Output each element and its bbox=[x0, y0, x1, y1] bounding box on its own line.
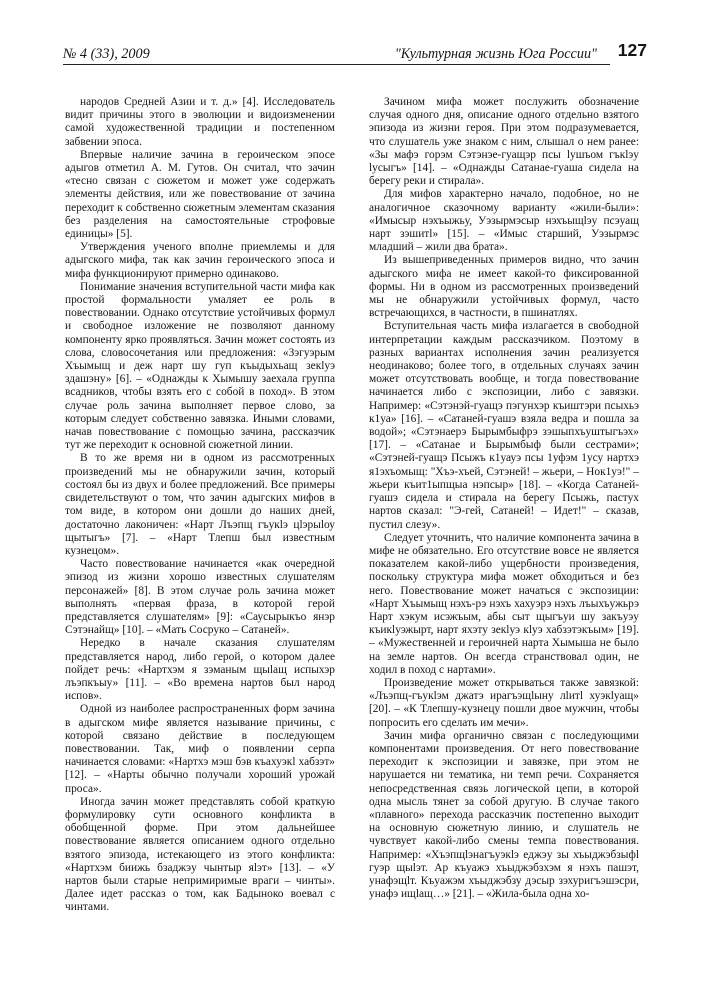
page-header bbox=[63, 40, 647, 70]
paragraph: Зачином мифа может послужить обозначение случая одного дня, описание одного отдельно взятого эпизода из жизни героя. При этом подразумевается, что слушатель уже знаком с ним, слышал о нем ранее: «Зы мафэ горэм Сэтэнэе-гуащэр псы lушъом гъкlэу lусыгъ» [14]. – «Однажды Сатанае-гуаша сидела на берегу реки и стирала». bbox=[369, 96, 639, 188]
page-number: 127 bbox=[617, 40, 647, 60]
paragraph: Утверждения ученого вполне приемлемы и для адыгского мифа, так как зачин героического эпоса и мифа функционируют примерно одинаково. bbox=[65, 241, 335, 280]
paragraph: Следует уточнить, что наличие компонента зачина в мифе не обязательно. Его отсутствие вовсе не является показателем какой-либо ущербности произведения, поскольку структура мифа может обходиться и без него. Повествование может начаться с экспозиции: «Нарт Хъымыщ нэхъ-рэ нэхъ хахуэрэ нэхъ лъыхъужьрэ Нарт хэкум исэжъым, абы сыт щыгъуи шу закъуэу къикlуэжырт, нарт яхэту зекlуэ кlуэ хабзэтэкъым» [19]. – «Мужественней и героичней нарта Хымыша не было на земле нартов. Он всегда странствовал один, не ходил в поход с нартами». bbox=[369, 531, 639, 676]
paragraph: В то же время ни в одном из рассмотренных произведений мы не обнаружили зачин, который состоял бы из двух и более предложений. Все примеры свидетельствуют о том, что зачин адыгских мифов в том виде, в котором они дошли до наших дней, достаточно лаконичен: «Нарт Лъэпщ гъукlэ цlэрыlоу щытыгъ» [7]. – «Нарт Тлепш был известным кузнецом». bbox=[65, 452, 335, 557]
paragraph: Одной из наиболее распространенных форм зачина в адыгском мифе является называние причины, с которой связано действие в последующем повествовании. Так, миф о появлении серпа начинается словами: «Нартхэ мэш бэв къахуэкl хабзэт» [12]. – «Нарты обычно получали хороший урожай проса». bbox=[65, 703, 335, 795]
paragraph: Для мифов характерно начало, подобное, но не аналогичное сказочному варианту «жили-были»: «Имысыр нэхъыжьу, Уэзырмэсыр нэхъыщlэу псэуащ нарт зэшитl» [15]. – «Имыс старший, Уэзырмэс младший – жили два брата». bbox=[369, 188, 639, 254]
paragraph: Иногда зачин может представлять собой краткую формулировку сути основного конфликта в обобщенной форме. При этом дальнейшее повествование является описанием одного отдельно взятого эпизода, истекающего из этого конфликта: «Нартхэм биижь бзаджэу чынтыр яlэт» [13]. – «У нартов были старые непримиримые враги – чинты». Далее идет рассказ о том, как Бадыноко воевал с чинтами. bbox=[65, 795, 335, 914]
right-column bbox=[369, 96, 639, 901]
issue-label: № 4 (33), 2009 bbox=[63, 46, 150, 62]
paragraph: Часто повествование начинается «как очередной эпизод из жизни хорошо известных слушателям персонажей» [8]. В этом случае роль зачина может выполнять «первая фраза, в которой герой представляется слушателям» [9]: «Саусырыкъо янэр Сэтэнайщ» [10]. – «Мать Сосруко – Сатаней». bbox=[65, 558, 335, 637]
header-rule bbox=[63, 64, 610, 65]
paragraph: народов Средней Азии и т. д.» [4]. Исследователь видит причины этого в эволюции и видоизменении самой художественной традиции и постепенном забвении эпоса. bbox=[65, 96, 335, 148]
paragraph: Впервые наличие зачина в героическом эпосе адыгов отметил А. М. Гутов. Он считал, что зачин «тесно связан с сюжетом и может уже содержать элементы действия, или же повествование от зачина переходит к собственно сюжетным элементам сказания без разделения на самостоятельные строфовые единицы» [5]. bbox=[65, 148, 335, 241]
paragraph: Нередко в начале сказания слушателям представляется народ, либо герой, о котором далее пойдет речь: «Нартхэм я зэманым щыlащ испыхэр лъэпкъыу» [11]. – «Во времена нартов был народ испов». bbox=[65, 637, 335, 703]
paragraph: Понимание значения вступительной части мифа как простой формальности умаляет ее роль в повествовании. Однако отсутствие устойчивых формул и свободное изложение не позволяют данному компоненту ярко проявляться. Зачин может состоять из слова, словосочетания или предложения: «Зэгуэрым Хъымыщ и деж нарт шу гуп къыдыхьащ зекlуэ здашэну» [6]. – «Однажды к Хымышу заехала группа всадников, чтобы взять его с собой в поход». В этом случае роль зачина выполняет первое слово, за которым следует собственно завязка. Иными словами, начав повествование с помощью зачина, рассказчик тут же переходит к основной сюжетной линии. bbox=[65, 280, 335, 452]
left-column bbox=[65, 96, 335, 915]
paragraph: Из вышеприведенных примеров видно, что зачин адыгского мифа не имеет какой-то фиксированной формы. Ни в одном из рассмотренных произведений мы не обнаружили устойчивых формул, часто встречающихся, в частности, в пшинатлях. bbox=[369, 254, 639, 320]
journal-title: "Культурная жизнь Юга России" bbox=[394, 46, 597, 62]
paragraph: Вступительная часть мифа излагается в свободной интерпретации каждым рассказчиком. Поэтому в разных вариантах исполнения зачин реализуется неодинаково; более того, в отдельных случаях зачин может отсутствовать вообще, и тогда повествование начинается либо с экспозиции, либо с завязки. Например: «Сэтэнэй-гуащэ пэгунхэр къиштэри псыхьэ к1уа» [16]. – «Сатаней-гуашэ взяла ведра и пошла за водой»; «Сэтэнаерэ Бырымбыфрэ зэшыпхъуштыгъэх» [17]. – «Сатанае и Бырымбыф были сестрами»; «Сэтэней-гуащэ Псыжъ к1уауэ псы 1уфэм 1усу нартхэ я1эхъомыщ: "Хъэ-хъей, Сэтэней! – жьери, – Нок1уэ!" – жьери къит1ыпщыа нэпсыр» [18]. – «Когда Сатаней-гуашэ сидела и стирала на берегу Псыжь, пастух нартов сказал: "Э-гей, Сатаней! – Идет!" – сказав, пустил слезу». bbox=[369, 320, 639, 531]
paragraph: Произведение может открываться также завязкой: «Лъэпщ-гъукlэм джатэ ирагъэщlыну лlитl хуэкlуащ» [20]. – «К Тлепшу-кузнецу пошли двое мужчин, чтобы попросить его сделать им мечи». bbox=[369, 676, 639, 729]
paragraph: Зачин мифа органично связан с последующими компонентами произведения. От него повествование переходит к экспозиции и завязке, при этом не нарушается ни тематика, ни темп речи. Сохраняется непосредственная связь логической цепи, в которой одна мысль тянет за собой другую. В случае такого «плавного» перехода рассказчик постепенно выходит на основную сюжетную линию, и слушатель не чувствует какой-либо смены темпа повествования. Например: «Хъэпщlэнагъуэкlэ еджэу зы хъыджэбзыфl гуэр щыlэт. Ар къуажэ хъыджэбзхэм я нэхъ пашэт, унафэщlт. Къуажэм хъыджэбзу дэсыр зэхуригъэшэсри, унафэ ищlащ…» [21]. – «Жила-была одна хо- bbox=[369, 729, 639, 901]
